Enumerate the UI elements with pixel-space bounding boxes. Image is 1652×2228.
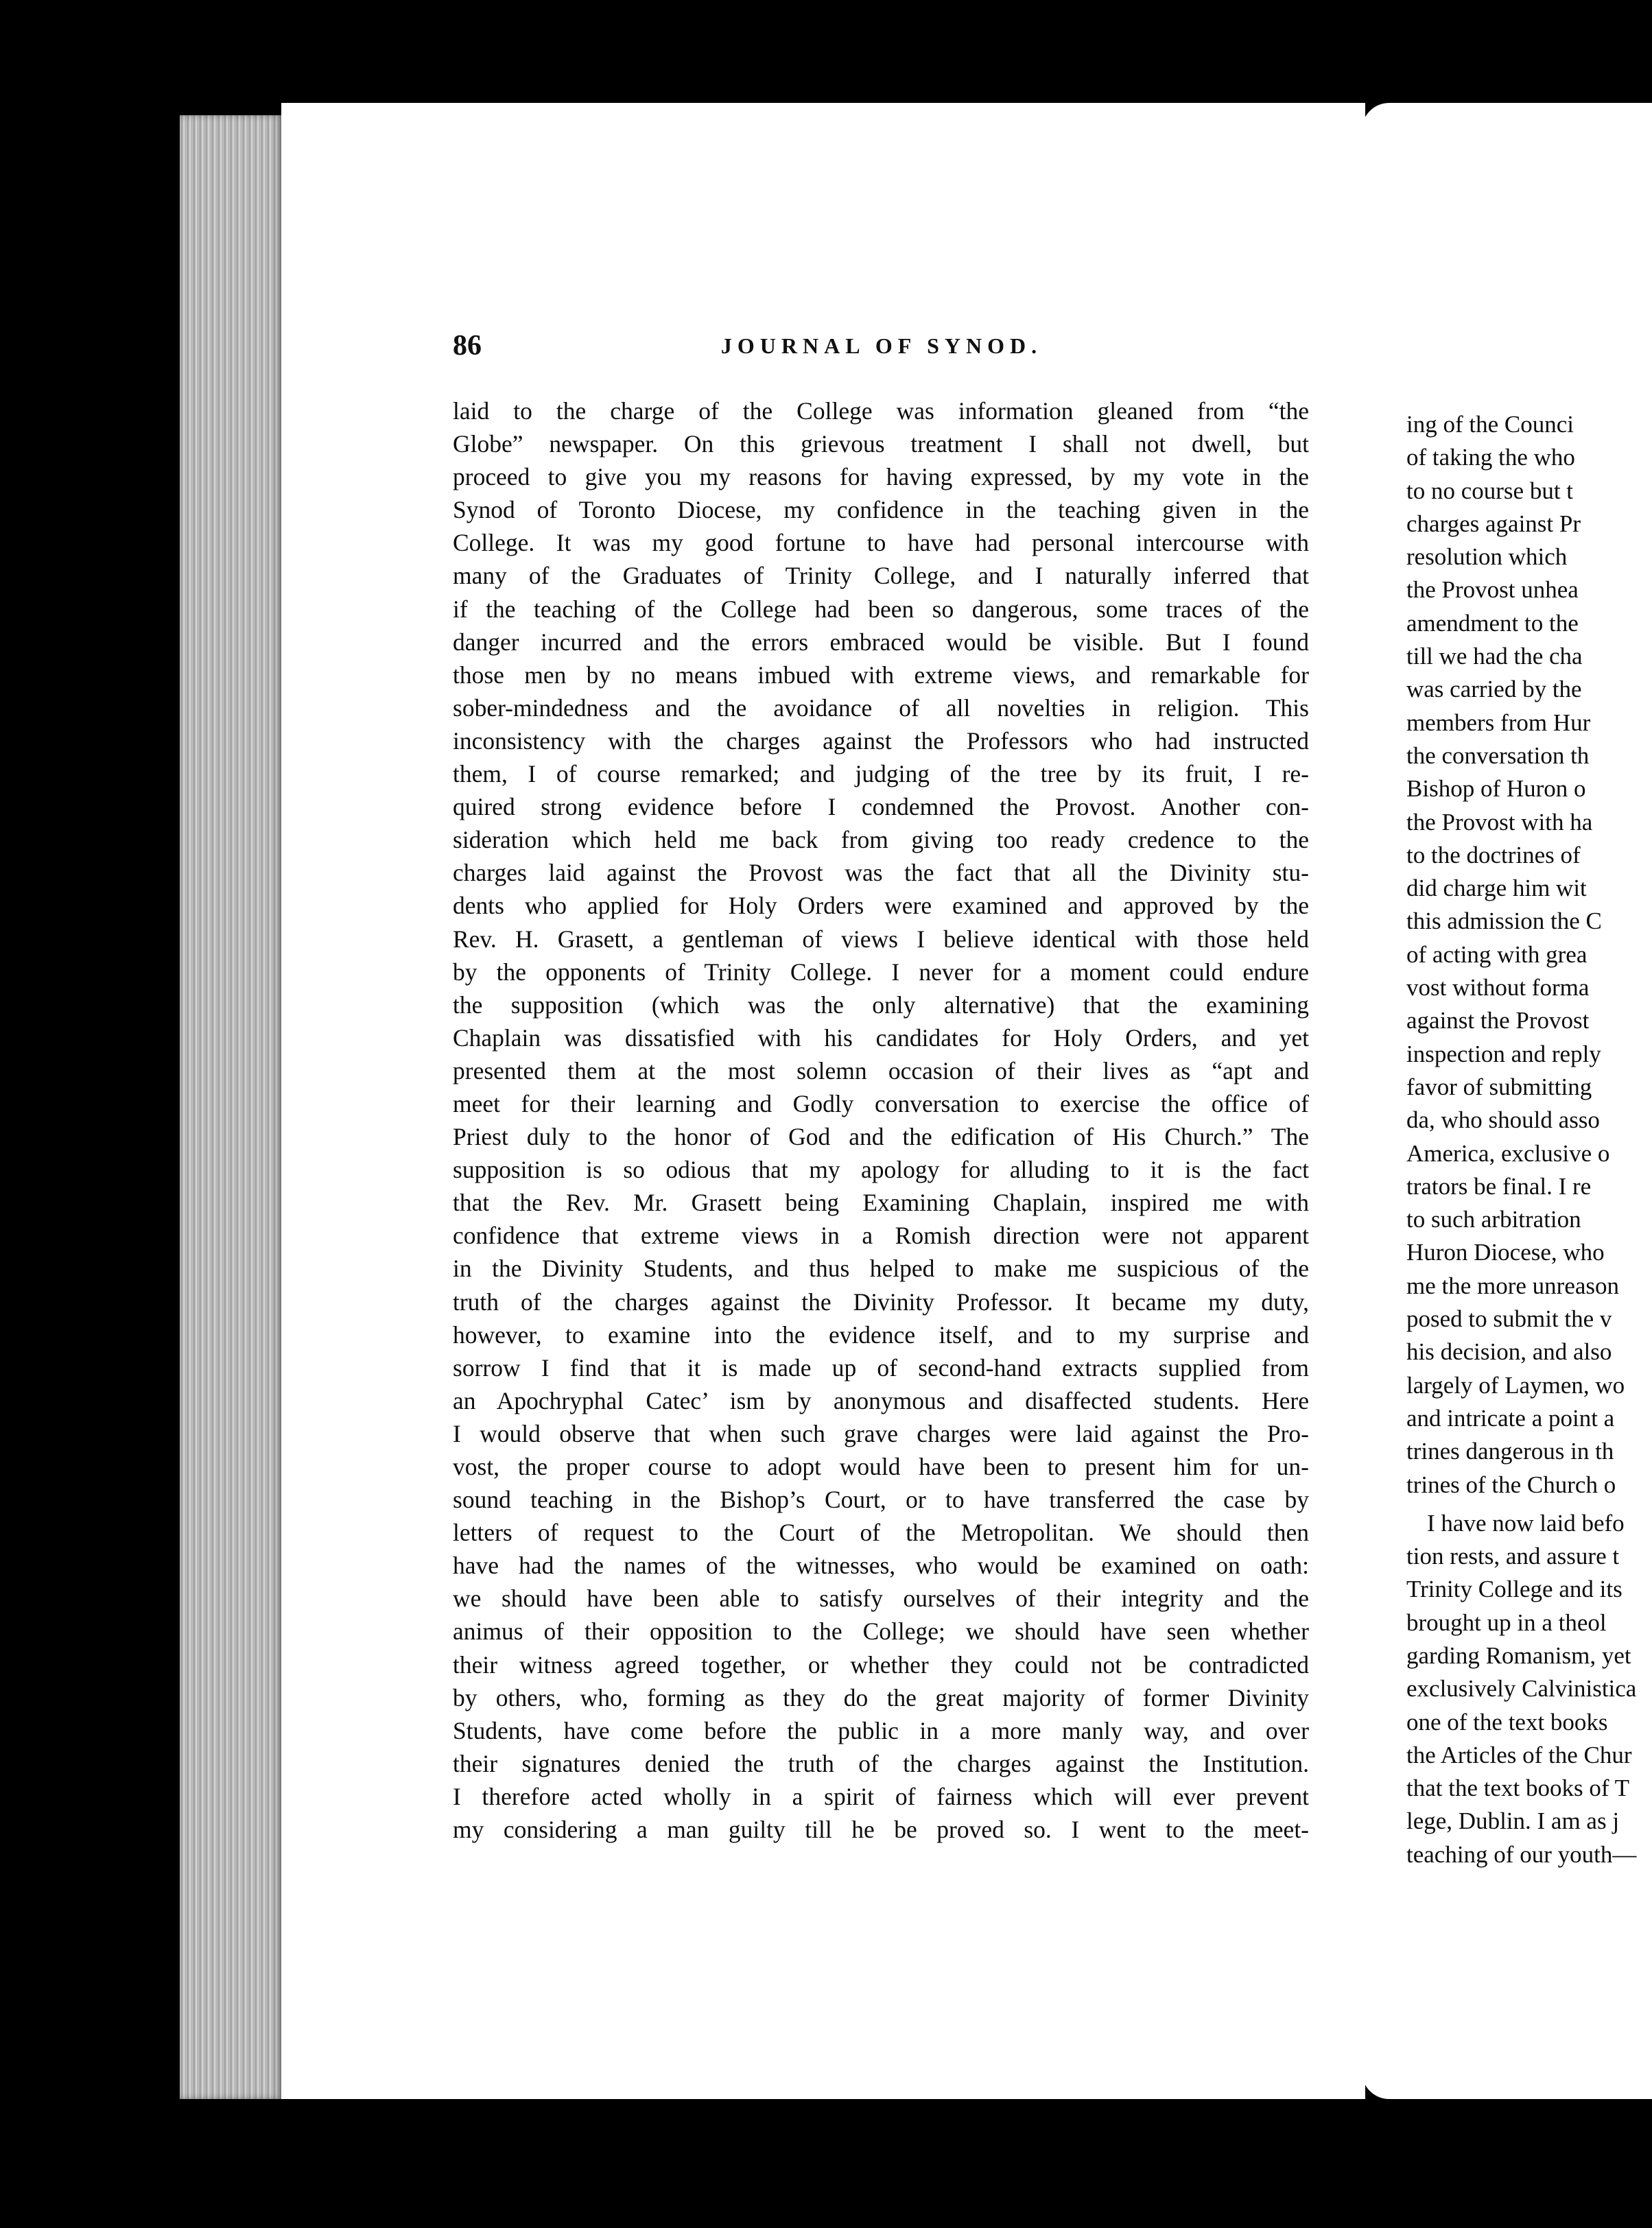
text-line: Bishop of Huron o bbox=[1406, 775, 1586, 803]
text-line: laid to the charge of the College was information gleaned from “the bbox=[453, 397, 1309, 425]
text-line: Synod of Toronto Diocese, my confidence in the teaching given in the bbox=[453, 496, 1309, 524]
text-line: an Apochryphal Catec’ ism by anonymous and disaffected students. Here bbox=[453, 1386, 1309, 1414]
text-line: charges against Pr bbox=[1406, 510, 1581, 537]
text-line: to such arbitration bbox=[1406, 1206, 1581, 1233]
left-page-body-text bbox=[453, 394, 1309, 1846]
text-line: sound teaching in the Bishop’s Court, or to have transferred the case by bbox=[453, 1486, 1309, 1514]
text-line: by others, who, forming as they do the great majority of former Divinity bbox=[453, 1683, 1309, 1711]
text-line: of taking the who bbox=[1406, 444, 1575, 471]
text-line: if the teaching of the College had been so dangerous, some traces of the bbox=[453, 595, 1309, 623]
text-line: the supposition (which was the only alternative) that the examining bbox=[453, 991, 1309, 1019]
text-line: to the doctrines of bbox=[1406, 841, 1581, 868]
text-line: that the Rev. Mr. Grasett being Examining Chaplain, inspired me with bbox=[453, 1189, 1309, 1217]
running-head: JOURNAL OF SYNOD. bbox=[720, 333, 1043, 358]
text-line: trines dangerous in th bbox=[1406, 1438, 1614, 1465]
text-line: dents who applied for Holy Orders were examined and approved by the bbox=[453, 892, 1309, 920]
text-line: this admission the C bbox=[1406, 908, 1602, 935]
text-line: lege, Dublin. I am as j bbox=[1406, 1808, 1620, 1835]
text-line: inspection and reply bbox=[1406, 1040, 1601, 1067]
text-line: the conversation th bbox=[1406, 742, 1590, 769]
text-line: Chaplain was dissatisfied with his candidates for Holy Orders, and yet bbox=[453, 1023, 1309, 1052]
text-line: teaching of our youth— bbox=[1406, 1840, 1637, 1868]
text-line: trines of the Church o bbox=[1406, 1471, 1616, 1498]
text-line: Huron Diocese, who bbox=[1406, 1239, 1605, 1266]
text-line: I have now laid befo bbox=[1427, 1509, 1625, 1537]
text-line: quired strong evidence before I condemned the Provost. Another con- bbox=[453, 793, 1309, 821]
text-line: Globe” newspaper. On this grievous treatment I shall not dwell, but bbox=[453, 430, 1309, 458]
text-line: one of the text books bbox=[1406, 1708, 1608, 1735]
text-line: resolution which bbox=[1406, 543, 1568, 571]
text-line: da, who should asso bbox=[1406, 1106, 1600, 1134]
text-line: College. It was my good fortune to have had personal intercourse with bbox=[453, 529, 1309, 557]
text-line: of acting with grea bbox=[1406, 940, 1588, 968]
text-line: meet for their learning and Godly conversation to exercise the office of bbox=[453, 1089, 1309, 1117]
right-page-body-text bbox=[1406, 408, 1652, 1871]
text-line: Students, have come before the public in a more manly way, and over bbox=[453, 1716, 1309, 1744]
text-line: members from Hur bbox=[1406, 709, 1591, 736]
text-line: Rev. H. Grasett, a gentleman of views I believe identical with those held bbox=[453, 925, 1309, 953]
text-line: garding Romanism, yet bbox=[1406, 1642, 1631, 1669]
text-line: we should have been able to satisfy ourselves of their integrity and the bbox=[453, 1585, 1309, 1613]
text-line: inconsistency with the charges against the Professors who had instructed bbox=[453, 726, 1309, 755]
text-line: animus of their opposition to the College; we should have seen whether bbox=[453, 1617, 1309, 1646]
text-line: me the more unreason bbox=[1406, 1272, 1620, 1299]
text-line: favor of submitting bbox=[1406, 1073, 1592, 1100]
text-line: that the text books of T bbox=[1406, 1775, 1629, 1802]
page-header bbox=[453, 329, 1310, 370]
text-line: their signatures denied the truth of the charges against the Institution. bbox=[453, 1749, 1309, 1777]
text-line: their witness agreed together, or whether they could not be contradicted bbox=[453, 1650, 1309, 1679]
text-line: in the Divinity Students, and thus helped to make me suspicious of the bbox=[453, 1255, 1309, 1283]
text-line: presented them at the most solemn occasion of their lives as “apt and bbox=[453, 1056, 1309, 1085]
text-line: the Provost with ha bbox=[1406, 808, 1593, 836]
text-line: and intricate a point a bbox=[1406, 1404, 1615, 1432]
text-line: posed to submit the v bbox=[1406, 1305, 1612, 1333]
text-line: trators be final. I re bbox=[1406, 1172, 1592, 1200]
text-line: my considering a man guilty till he be proved so. I went to the meet- bbox=[453, 1816, 1309, 1844]
text-line: till we had the cha bbox=[1406, 643, 1583, 670]
text-line: sorrow I find that it is made up of second-hand extracts supplied from bbox=[453, 1353, 1309, 1382]
text-line: against the Provost bbox=[1406, 1007, 1590, 1034]
text-line: his decision, and also bbox=[1406, 1338, 1612, 1366]
text-line: I therefore acted wholly in a spirit of fairness which will ever prevent bbox=[453, 1782, 1309, 1810]
text-line: charges laid against the Provost was the fact that all the Divinity stu- bbox=[453, 859, 1309, 887]
text-line: truth of the charges against the Divinity Professor. It became my duty, bbox=[453, 1288, 1309, 1316]
text-line: supposition is so odious that my apology for alluding to it is the fact bbox=[453, 1156, 1309, 1184]
text-line: was carried by the bbox=[1406, 676, 1582, 703]
text-line: them, I of course remarked; and judging of the tree by its fruit, I re- bbox=[453, 760, 1309, 788]
text-line: those men by no means imbued with extreme views, and remarkable for bbox=[453, 661, 1309, 689]
text-line: America, exclusive o bbox=[1406, 1139, 1610, 1167]
text-line: by the opponents of Trinity College. I never for a moment could endure bbox=[453, 958, 1309, 986]
text-line: tion rests, and assure t bbox=[1406, 1543, 1620, 1570]
text-line: sober-mindedness and the avoidance of all novelties in religion. This bbox=[453, 694, 1309, 722]
text-line: sideration which held me back from giving too ready credence to the bbox=[453, 826, 1309, 854]
text-line: vost, the proper course to adopt would have been to present him for un- bbox=[453, 1453, 1309, 1480]
text-line: the Articles of the Chur bbox=[1406, 1741, 1632, 1768]
text-line: vost without forma bbox=[1406, 974, 1590, 1002]
text-line: to no course but t bbox=[1406, 477, 1574, 504]
text-line: brought up in a theol bbox=[1406, 1609, 1607, 1636]
text-line: amendment to the bbox=[1406, 609, 1579, 637]
page-stack-edge bbox=[180, 115, 283, 2099]
text-line: largely of Laymen, wo bbox=[1406, 1371, 1625, 1399]
page-number: 86 bbox=[453, 330, 482, 362]
text-line: confidence that extreme views in a Romish direction were not apparent bbox=[453, 1222, 1309, 1250]
text-line: Priest duly to the honor of God and the edification of His Church.” The bbox=[453, 1123, 1309, 1151]
text-line: Trinity College and its bbox=[1406, 1576, 1622, 1603]
text-line: did charge him wit bbox=[1406, 875, 1587, 902]
text-line: proceed to give you my reasons for having expressed, by my vote in the bbox=[453, 463, 1309, 491]
text-line: letters of request to the Court of the Metropolitan. We should then bbox=[453, 1519, 1309, 1547]
text-line: I would observe that when such grave charges were laid against the Pro- bbox=[453, 1419, 1309, 1447]
text-line: the Provost unhea bbox=[1406, 576, 1579, 604]
text-line: exclusively Calvinistica bbox=[1406, 1675, 1637, 1703]
text-line: many of the Graduates of Trinity College, and I naturally inferred that bbox=[453, 562, 1309, 590]
text-line: danger incurred and the errors embraced would be visible. But I found bbox=[453, 628, 1309, 656]
text-line: have had the names of the witnesses, who would be examined on oath: bbox=[453, 1552, 1309, 1580]
text-line: however, to examine into the evidence itself, and to my surprise and bbox=[453, 1320, 1309, 1349]
text-line: ing of the Counci bbox=[1406, 411, 1574, 438]
